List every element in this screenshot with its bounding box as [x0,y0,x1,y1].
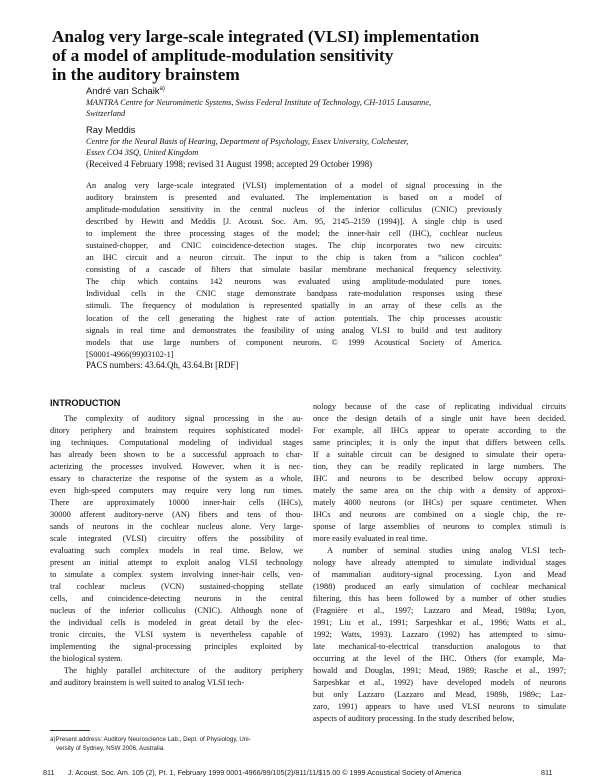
section-heading: INTRODUCTION [50,398,121,408]
body-line: 1991; Liu et al., 1991; Sarpeshkar et al., 1996; Watts et al., [313,618,566,628]
body-line: The highly parallel architecture of the auditory periphery [64,666,303,676]
body-line: of mammalian auditory-signal processing. Lyon and Mead [313,570,566,580]
body-line: but only Lazzaro (Lazzaro and Mead, 1989b, 1989c; Laz- [313,690,566,700]
body-line: same principles; it is only the input that differs between cells. [313,438,566,448]
page-number-right: 811 [541,768,553,777]
body-line: tral cochlear nucleus (VCN) sustained-chopping stellate [50,582,303,592]
title-line: in the auditory brainstem [52,65,240,84]
footnote-divider [50,730,90,731]
author-affiliation [86,136,526,159]
journal-citation: J. Acoust. Soc. Am. 105 (2), Pt. 1, February 1999 0001-4966/99/105(2)/811/11/$15.00 © 1999 Acoustical Society of America [68,768,462,777]
abstract-line: signals in real time and demonstrates the feasibility of using analog VLSI to build and test auditory [86,325,502,335]
received-dates: (Received 4 February 1998; revised 31 August 1998; accepted 29 October 1998) [86,159,373,169]
body-line: tronic circuits, the VLSI system is nevertheless capable of [50,630,303,640]
abstract-line: The chip which contains 142 neurons was evaluated using amplitude-modulated pure tones. [86,277,502,287]
body-line: IHCs and neurons are combined on a single chip, the re- [313,510,566,520]
body-line: scale integrated (VLSI) circuitry offers the possibility of [50,534,303,544]
body-line: 1992; Watts, 1993). Lazzaro (1992) has attempted to simu- [313,630,566,640]
abstract-line: described by Hewitt and Meddis [J. Acoust. Soc. Am. 95, 2145–2159 (1994)]. A single chip is used [86,217,502,227]
body-line: present an initial attempt to exploit analog VLSI technology [50,558,303,568]
body-line: nology have already attempted to simulate individual stages [313,558,566,568]
footnote-mark: a) [159,85,165,92]
body-line: and auditory brainstem is well suited to analog VLSI tech- [50,678,245,688]
affiliation-line: Essex CO4 3SQ, United Kingdom [86,148,199,158]
footnote-line: versity of Sydney, NSW 2006, Australia. [56,744,165,752]
body-line: sands of neurons in the cochlear nucleus alone. Very large- [50,522,303,532]
paper-title [52,27,552,84]
body-line: A number of seminal studies using analog VLSI tech- [327,546,566,556]
body-line: 30000 afferent auditory-nerve (AN) fibers and tens of thou- [50,510,303,520]
body-line: cells, and coincidence-detecting neurons in the central [50,594,303,604]
body-line: For example, all IHCs appear to operate according to the [313,426,566,436]
body-line: IHC and neurons to be described below occupy approxi- [313,474,566,484]
affiliation-line: Switzerland [86,109,126,119]
body-line: late mechanical-to-electrical transduction analogous to that [313,642,566,652]
abstract-line: auditory brainstem is presented and evaluated. The implementation is based on a model of [86,193,502,203]
body-line: even high-speed computers may require very long run times. [50,486,303,496]
body-line: mately the same area on the chip with a density of approxi- [313,486,566,496]
body-line: ing techniques. Computational modeling of individual stages [50,438,303,448]
body-line: (1988) produced an early simulation of cochlear mechanical [313,582,566,592]
abstract-line: an IHC circuit and a neuron circuit. The input to the chip is taken from a “silicon cochlea” [86,253,502,263]
abstract-line: sustained-chopper, and CNIC coincidence-detection stages. The chip incorporates two new circuits: [86,241,502,251]
abstract-line: [S0001-4966(99)03102-1] [86,349,174,359]
body-line: nology because of the case of replicating individual circuits [313,402,566,411]
body-line: howald and Douglas, 1991; Mead, 1989; Rasche et al., 1997; [313,666,566,676]
body-line: The complexity of auditory signal processing in the au- [64,414,303,423]
title-line: of a model of amplitude-modulation sensitivity [52,46,394,65]
abstract-line: location of the cell generating the highest rate of action potentials. The chip processes acoustic [86,313,502,323]
body-line: the individual cells is modeled in great detail by the elec- [50,618,303,628]
body-line: Sarpeshkar et al., 1992) have developed models of neurons [313,678,566,688]
body-line: essary to characterize the response of the system as a whole, [50,474,303,484]
body-line: (Fragnière et al., 1997; Lazzaro and Mead, 1989a; Lyon, [313,606,566,616]
body-line: to simulate a complex system involving inner-hair cells, ven- [50,570,303,580]
body-line: nucleus of the inferior colliculus (CNIC). Although none of [50,606,303,616]
body-line: ditory periphery and brainstem requires sophisticated model- [50,426,303,436]
body-line: evaluating such complex models in real time. Below, we [50,546,303,556]
body-line: occurring at the level of the IHC. Others (for example, Ma- [313,654,566,664]
abstract-line: consisting of a cascade of filters that simulate basilar membrane mechanical frequency selectivity. [86,265,502,275]
author-name: André van Schaik$^{a)}$ [86,85,165,96]
affiliation-line: MANTRA Centre for Neuromimetic Systems, Swiss Federal Institute of Technology, CH-1015 Lausanne, [86,98,432,107]
footnote [50,736,303,753]
pacs-numbers: PACS numbers: 43.64.Qh, 43.64.Bt [RDF] [86,360,239,370]
body-column-right [313,401,566,725]
body-line: There are approximately 10000 inner-hair cells (IHCs), [50,498,303,508]
body-line: mately 4000 neurons (or IHCs) per square centimeter. When [313,498,566,508]
body-line: once the design details of a single unit have been decided. [313,414,566,424]
page-number-left: 811 [43,768,55,777]
body-line: more easily evaluated in real time. [313,534,428,544]
body-line: filtering, this has been followed by a number of other studies [313,594,566,604]
body-line: zaro, 1991) appears to have used VLSI neurons to simulate [313,702,566,712]
body-line: implementing the signal-processing principles exploited by [50,642,303,652]
abstract-line: An analog very large-scale integrated (VLSI) implementation of a model of signal processing in the [86,181,502,190]
abstract-line: Individual cells in the CNIC stage demonstrate bandpass rate-modulation responses using these [86,289,502,299]
abstract [86,180,502,361]
body-line: aspects of auditory processing. In the study described below, [313,714,515,724]
body-line: sponse of large assemblies of neurons to complex stimuli is [313,522,566,532]
author-name: Ray Meddis [86,124,136,135]
body-column-left [50,413,303,689]
abstract-line: models that use large numbers of component neurons. © 1999 Acoustical Society of America. [86,337,502,347]
body-line: If a suitable circuit can be designed to simulate their opera- [313,450,566,460]
body-line: acterizing the processes involved. However, when it is nec- [50,462,303,472]
abstract-line: to implement the three processing stages of the model; the inner-hair cell (IHC), cochlear nucleus [86,229,502,239]
abstract-line: amplitude-modulation sensitivity in the central nucleus of the inferior colliculus (CNIC) previously [86,205,502,215]
title-line: Analog very large-scale integrated (VLSI) implementation [52,27,480,46]
body-line: the biological system. [50,654,123,664]
body-line: tion, they can be readily replicated in large numbers. The [313,462,566,472]
body-line: has already been shown to be a successful approach to char- [50,450,303,460]
footnote-line: a)Present address: Auditory Neuroscience Lab., Dept. of Physiology, Uni- [50,736,251,743]
abstract-line: stimuli. The frequency of modulation is represented spatially in an array of these cells as the [86,301,502,311]
affiliation-line: Centre for the Neural Basis of Hearing, Department of Psychology, Essex University, Colchester, [86,137,409,146]
author-affiliation [86,97,526,120]
